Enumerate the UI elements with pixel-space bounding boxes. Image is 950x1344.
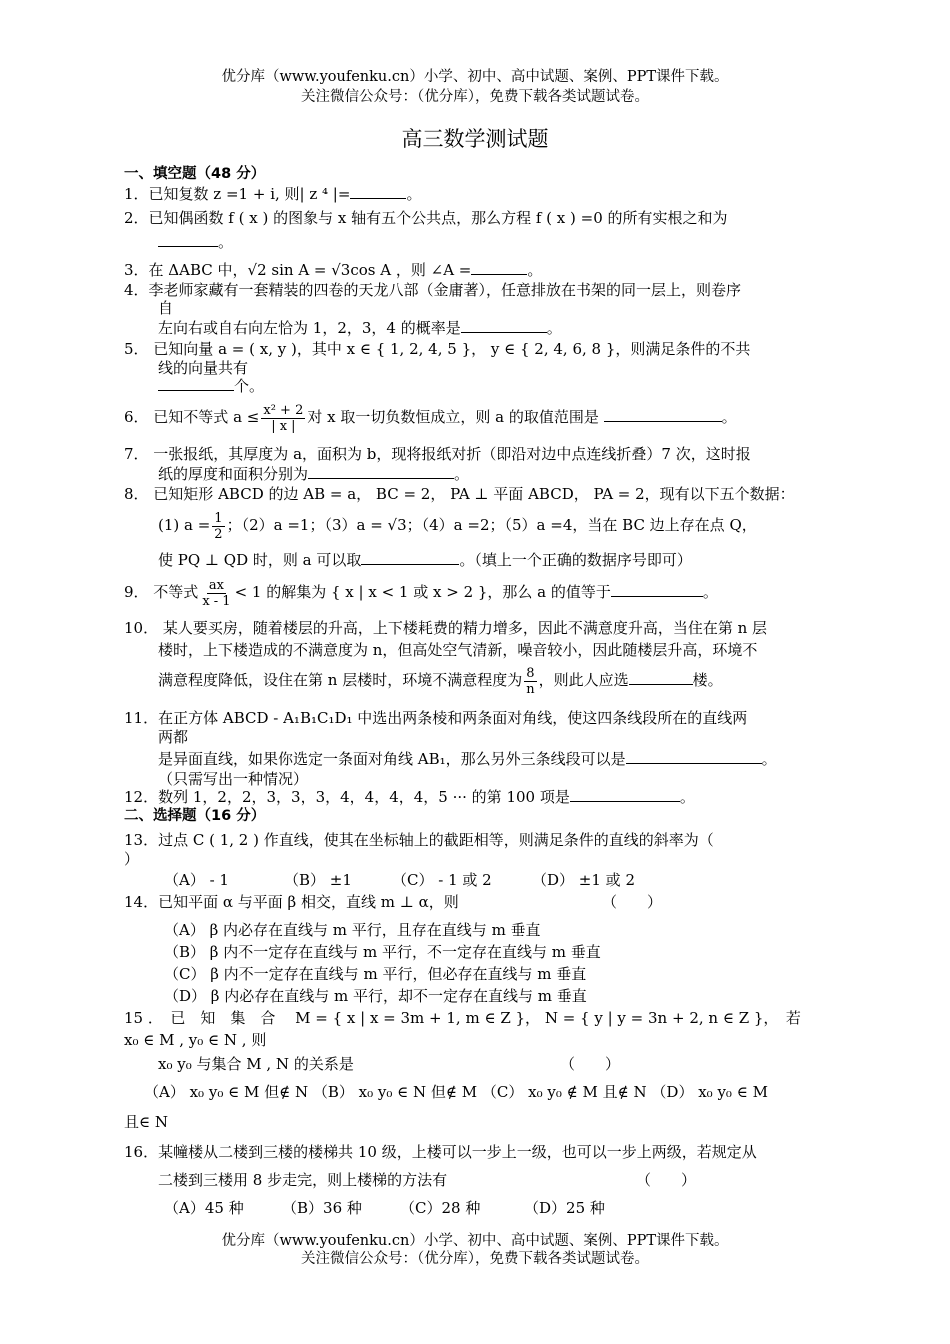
question-1: 1．已知复数 z =1 + i, 则| z ⁴ |= 。 bbox=[124, 185, 422, 203]
question-13: 13．过点 C ( 1, 2 ) 作直线，使其在坐标轴上的截距相等，则满足条件的直线的斜率为（ bbox=[124, 831, 714, 849]
question-11-cont2: 是异面直线，如果你选定一条面对角线 AB₁，那么另外三条线段可以是 。 bbox=[158, 750, 777, 768]
header-line-1: 优分库（www.youfenku.cn）小学、初中、高中试题、案例、PPT课件下载。 bbox=[221, 69, 729, 85]
question-11: 11．在正方体 ABCD - A₁B₁C₁D₁ 中选出两条棱和两条面对角线，使这四条线段所在的直线两 bbox=[124, 709, 748, 727]
footer-line-2: 关注微信公众号：（优分库），免费下载各类试题试卷。 bbox=[301, 1251, 649, 1267]
answer-blank bbox=[570, 787, 680, 802]
option-c[interactable]: （C） β 内不一定存在直线与 m 平行，但必存在直线与 m 垂直 bbox=[164, 965, 587, 983]
option-a[interactable]: （A） - 1 bbox=[164, 871, 229, 889]
option-c[interactable]: （C）28 种 bbox=[400, 1199, 481, 1217]
question-10-cont: 楼时，上下楼造成的不满意度为 n，但高处空气清新，噪音较小，因此随楼层升高，环境不 bbox=[158, 641, 758, 659]
fraction: $\frac{\text{x² + 2}}{| x |}$ bbox=[263, 402, 304, 434]
question-12: 12．数列 1，2，2，3，3，3，4，4，4，4，5 ··· 的第 100 项是 。 bbox=[124, 788, 695, 806]
section-multiple-choice: 二、选择题（16 分） bbox=[124, 808, 266, 824]
question-10-cont2: 满意程度降低，设住在第 n 层楼时，环境不满意程度为 $\frac{8}{n}$ ，则此人应选 楼。 bbox=[158, 665, 723, 697]
answer-blank bbox=[158, 232, 218, 247]
answer-blank bbox=[158, 376, 234, 391]
answer-blank bbox=[629, 670, 693, 685]
question-2: 2．已知偶函数 f ( x ) 的图象与 x 轴有五个公共点，那么方程 f ( x ) =0 的所有实根之和为 bbox=[124, 209, 728, 227]
section-fill-blank: 一、填空题（48 分） bbox=[124, 166, 266, 182]
question-4-cont: 自 bbox=[158, 299, 174, 317]
question-15-cont3: 且∈ N bbox=[124, 1113, 168, 1131]
option-a[interactable]: （A）45 种 bbox=[164, 1199, 244, 1217]
question-16-cont: 二楼到三楼用 8 步走完，则上楼梯的方法有 （ ） bbox=[158, 1171, 697, 1189]
answer-blank bbox=[350, 184, 406, 199]
answer-blank bbox=[604, 407, 722, 422]
question-15-cont: x₀ ∈ M , y₀ ∈ N , 则 bbox=[124, 1031, 267, 1049]
answer-blank bbox=[461, 318, 547, 333]
question-15: 15 ． 已 知 集 合 M = { x | x = 3m + 1, m ∈ Z }， N = { y | y = 3n + 2, n ∈ Z }， 若 bbox=[124, 1009, 801, 1027]
question-8-cont: (1) a = $\frac{1}{2}$ ；（2）a =1；（3）a = √3；（4）a =2；（5）a =4，当在 BC 边上存在点 Q， bbox=[158, 510, 757, 542]
option-b[interactable]: （B） β 内不一定存在直线与 m 平行，不一定存在直线与 m 垂直 bbox=[164, 943, 601, 961]
question-9: 9． 不等式 $\frac{ax}{x - 1}$ < 1 的解集为 { x | x < 1 或 x > 2 }，那么 a 的值等于 。 bbox=[124, 577, 718, 609]
fraction: $\frac{8}{n}$ bbox=[526, 665, 535, 697]
question-8: 8． 已知矩形 ABCD 的边 AB = a， BC = 2， PA ⊥ 平面 ABCD， PA = 2，现有以下五个数据： bbox=[124, 485, 795, 503]
option-d[interactable]: （D） β 内必存在直线与 m 平行，却不一定存在直线与 m 垂直 bbox=[164, 987, 587, 1005]
option-b[interactable]: （B） ±1 bbox=[284, 871, 352, 889]
answer-blank bbox=[611, 582, 703, 597]
option-a[interactable]: （A） β 内必存在直线与 m 平行，且存在直线与 m 垂直 bbox=[164, 921, 541, 939]
option-d[interactable]: （D）25 种 bbox=[524, 1199, 605, 1217]
answer-blank bbox=[626, 749, 762, 764]
answer-blank bbox=[308, 464, 454, 479]
question-5-cont2: 个。 bbox=[158, 376, 868, 396]
option-b[interactable]: （B）36 种 bbox=[282, 1199, 362, 1217]
header-line-2: 关注微信公众号：（优分库），免费下载各类试题试卷。 bbox=[301, 89, 649, 105]
answer-blank bbox=[471, 260, 527, 275]
question-13-options bbox=[164, 870, 874, 890]
fraction: $\frac{ax}{x - 1}$ bbox=[202, 577, 231, 609]
question-4-cont2: 左向右或自右向左恰为 1，2，3，4 的概率是 。 bbox=[158, 319, 562, 337]
fraction: $\frac{1}{2}$ bbox=[214, 510, 223, 542]
question-16-options bbox=[164, 1198, 874, 1218]
question-10: 10． 某人要买房，随着楼层的升高，上下楼耗费的精力增多，因此不满意度升高，当住在第 n 层 bbox=[124, 619, 768, 637]
question-13-cont: ） bbox=[124, 850, 140, 868]
question-3: 3．在 ΔABC 中，√2 sin A = √3cos A ，则 ∠A = 。 bbox=[124, 261, 543, 279]
page-title: 高三数学测试题 bbox=[401, 127, 549, 151]
question-2-cont: 。 bbox=[158, 232, 868, 252]
question-5-cont: 线的向量共有 bbox=[158, 359, 249, 377]
question-15-options[interactable]: （A） x₀ y₀ ∈ M 但∉ N （B） x₀ y₀ ∈ N 但∉ M （C） x₀ y₀ ∉ M 且∉ N （D） x₀ y₀ ∈ M bbox=[144, 1083, 768, 1101]
question-6: 6． 已知不等式 a ≤ $\frac{\text{x² + 2}}{| x |}$ 对 x 取一切负数恒成立，则 a 的取值范围是 。 bbox=[124, 402, 737, 434]
question-8-cont2: 使 PQ ⊥ QD 时，则 a 可以取 。（填上一个正确的数据序号即可） bbox=[158, 551, 692, 569]
question-5: 5． 已知向量 a = ( x, y )，其中 x ∈ { 1, 2, 4, 5 }， y ∈ { 2, 4, 6, 8 }，则满足条件的不共 bbox=[124, 340, 751, 358]
question-14: 14．已知平面 α 与平面 β 相交，直线 m ⊥ α，则 （ ） bbox=[124, 893, 663, 911]
question-7-cont: 纸的厚度和面积分别为 。 bbox=[158, 465, 470, 483]
question-15-cont2: x₀ y₀ 与集合 M , N 的关系是 （ ） bbox=[158, 1055, 621, 1073]
footer-line-1: 优分库（www.youfenku.cn）小学、初中、高中试题、案例、PPT课件下载。 bbox=[221, 1233, 729, 1249]
question-4: 4．李老师家藏有一套精装的四卷的天龙八部（金庸著），任意排放在书架的同一层上，则卷序 bbox=[124, 281, 742, 299]
answer-blank bbox=[361, 550, 459, 565]
question-7: 7． 一张报纸，其厚度为 a，面积为 b，现将报纸对折（即沿对边中点连线折叠）7 次，这时报 bbox=[124, 445, 751, 463]
option-c[interactable]: （C） - 1 或 2 bbox=[392, 871, 492, 889]
question-11-cont: 两都 bbox=[158, 728, 189, 746]
option-d[interactable]: （D） ±1 或 2 bbox=[532, 871, 635, 889]
question-16: 16．某幢楼从二楼到三楼的楼梯共 10 级，上楼可以一步上一级，也可以一步上两级，若规定从 bbox=[124, 1143, 757, 1161]
question-11-cont3: （只需写出一种情况） bbox=[158, 770, 309, 788]
